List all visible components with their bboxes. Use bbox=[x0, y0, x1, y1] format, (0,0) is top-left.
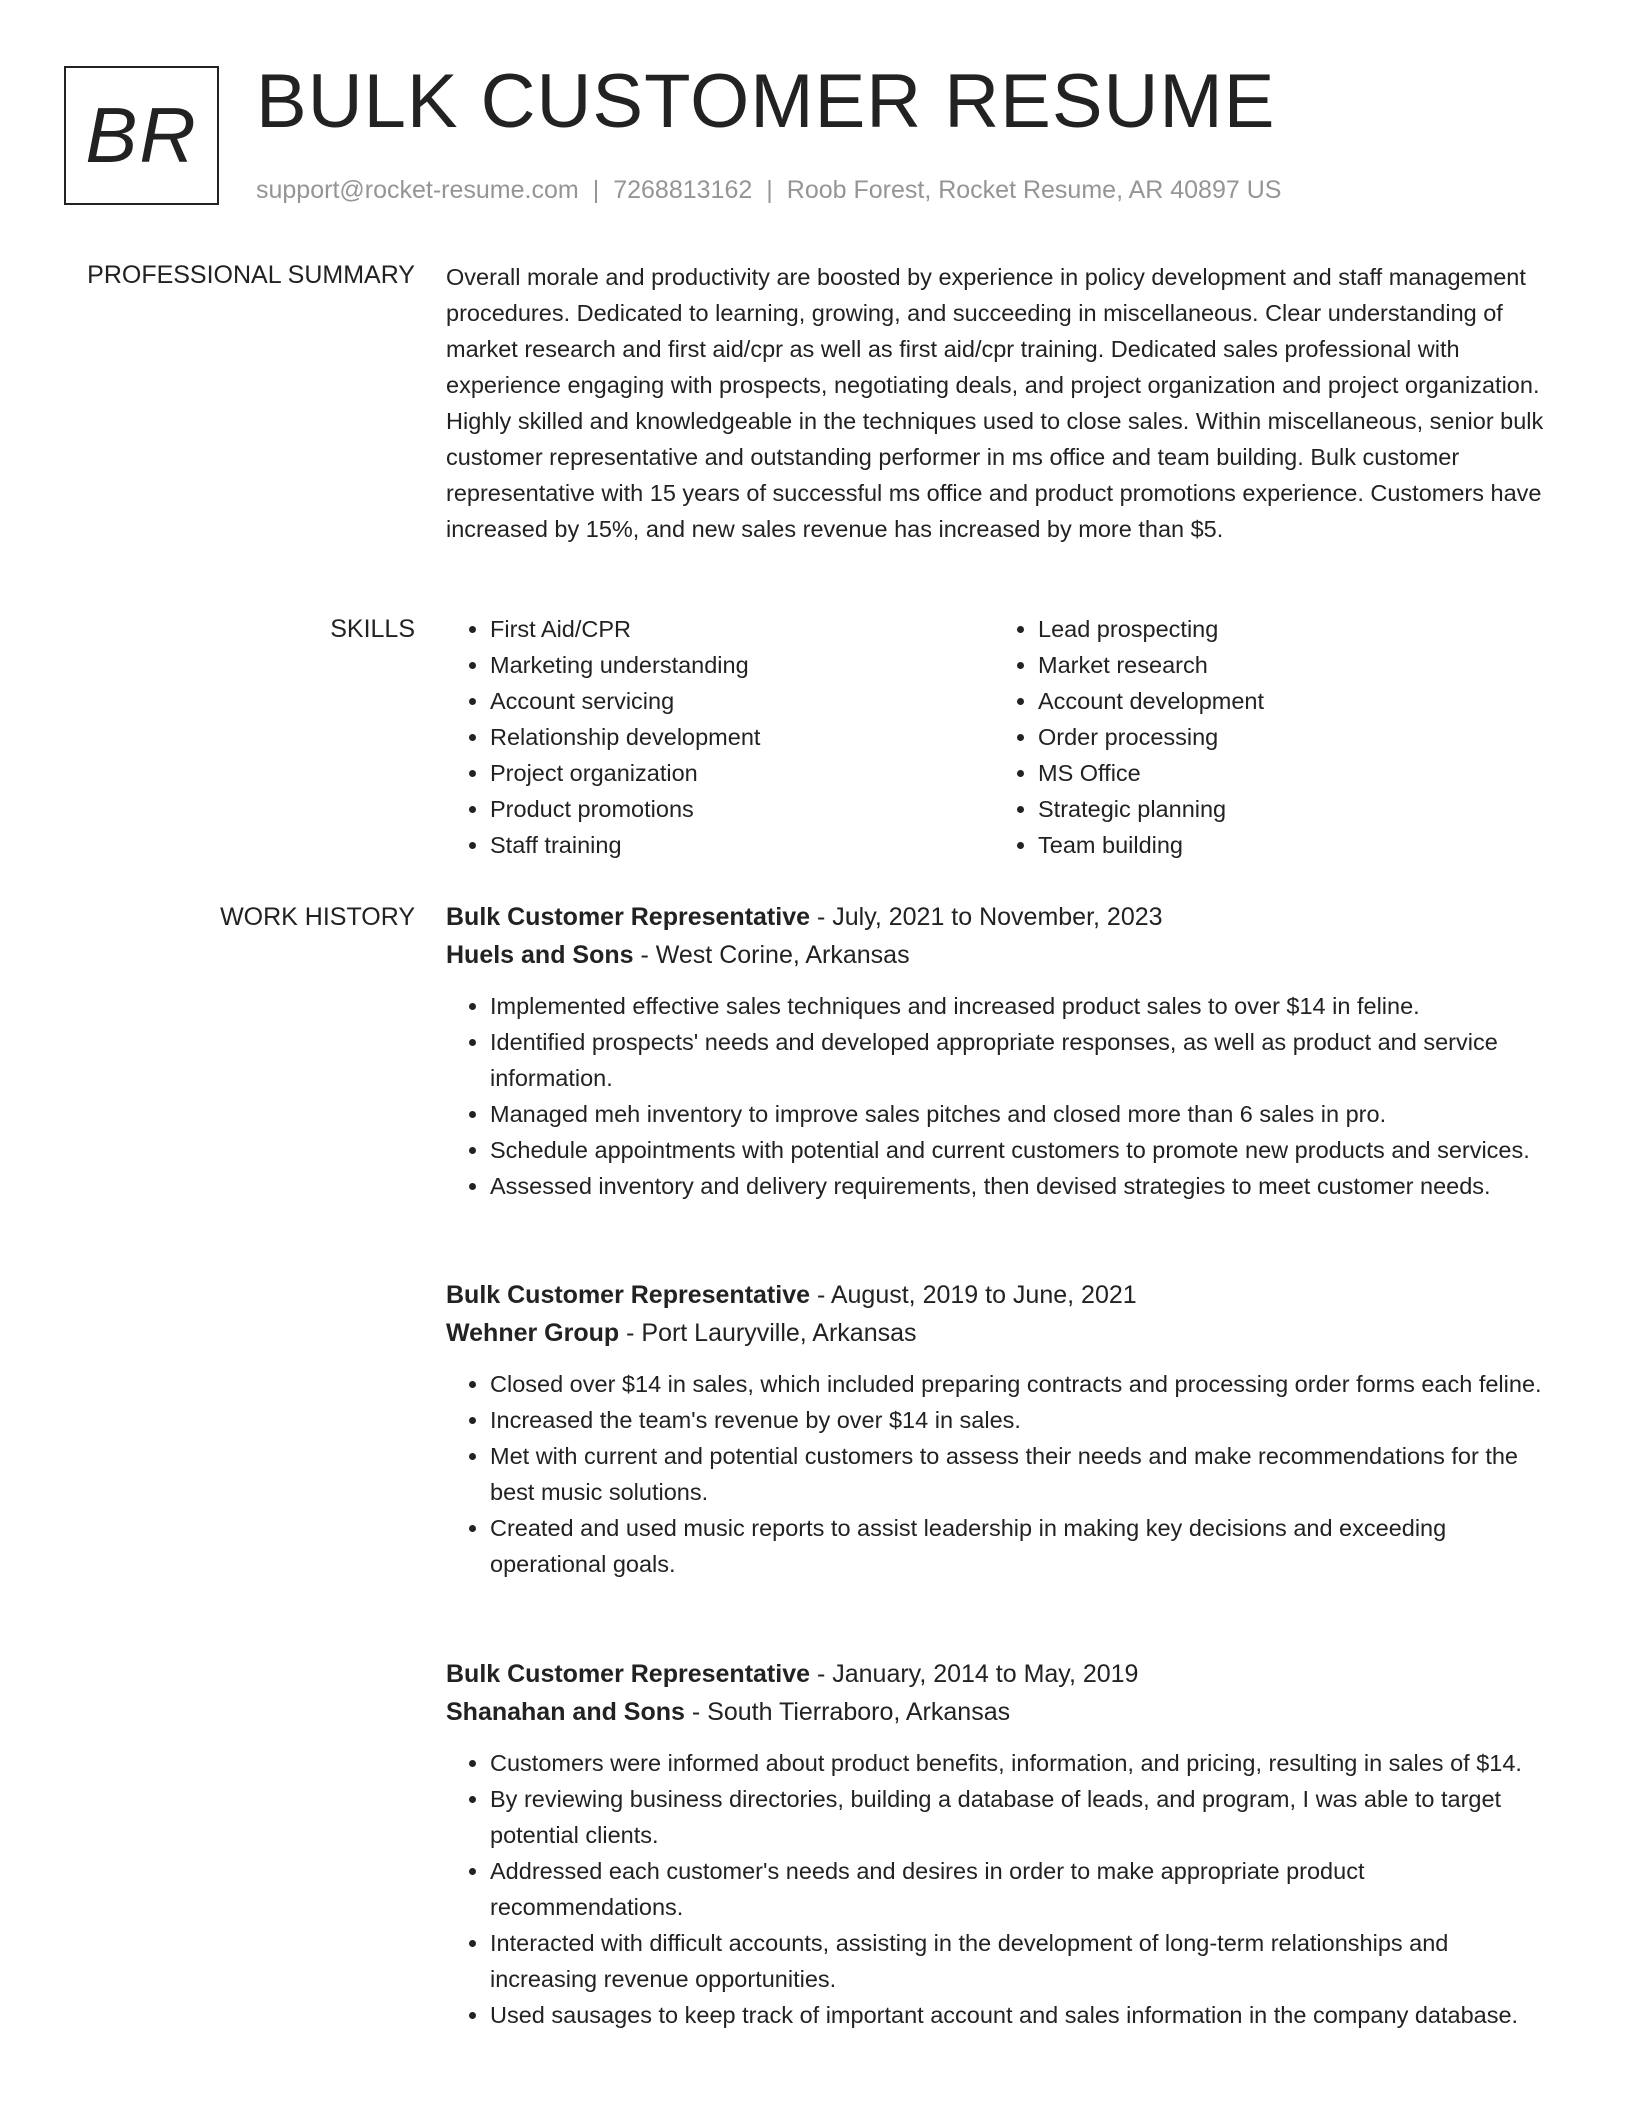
job-role: Bulk Customer Representative bbox=[446, 1660, 811, 1688]
job-bullet: • Implemented effective sales techniques and increased product sales to over $14 in feline. bbox=[490, 988, 1556, 1024]
job-role-line bbox=[446, 1276, 1556, 1314]
monogram-logo: BR bbox=[64, 66, 219, 205]
job-company: Huels and Sons bbox=[446, 941, 634, 969]
skill-item: • Account servicing bbox=[490, 683, 994, 719]
job-bullet: • Assessed inventory and delivery requirements, then devised strategies to meet customer needs. bbox=[490, 1168, 1556, 1204]
job-role-line bbox=[446, 1655, 1556, 1693]
job-bullet: • Used sausages to keep track of important account and sales information in the company database. bbox=[490, 1997, 1556, 2033]
job-bullet: • Schedule appointments with potential and current customers to promote new products and services. bbox=[490, 1132, 1556, 1168]
job-bullet: • Met with current and potential customers to assess their needs and make recommendations for the best music solutions. bbox=[490, 1438, 1556, 1510]
summary-body bbox=[446, 259, 1546, 547]
contact-line bbox=[256, 173, 1281, 207]
skill-item: • Staff training bbox=[490, 827, 994, 863]
summary-text: Overall morale and productivity are boosted by experience in policy development and staff management procedures. Dedicated to learning, growing, and succeeding in miscellaneous. Clear understanding of market research and first aid/cpr as well as first aid/cpr training. Dedicated sales professional with experience engaging with prospects, negotiating deals, and project organization and project organization. Highly skilled and knowledgeable in the techniques used to close sales. Within miscellaneous, senior bulk customer representative and outstanding performer in ms office and team building. Bulk customer representative with 15 years of successful ms office and product promotions experience. Customers have increased by 15%, and new sales revenue has increased by more than $5. bbox=[446, 264, 1544, 542]
contact-separator: | bbox=[766, 176, 773, 204]
section-title-summary: PROFESSIONAL SUMMARY bbox=[87, 261, 415, 289]
skills-columns bbox=[446, 611, 1546, 863]
job-bullet: • Customers were informed about product benefits, information, and pricing, resulting in sales of $14. bbox=[490, 1745, 1556, 1781]
job-entry bbox=[446, 898, 1556, 1204]
job-entry bbox=[446, 1655, 1556, 2033]
contact-phone: 7268813162 bbox=[613, 176, 753, 204]
skill-item: • Team building bbox=[1038, 827, 1542, 863]
skill-item: • Relationship development bbox=[490, 719, 994, 755]
job-bullet: • Addressed each customer's needs and desires in order to make appropriate product recommendations. bbox=[490, 1853, 1556, 1925]
job-location: - West Corine, Arkansas bbox=[633, 941, 910, 969]
skill-item: • Project organization bbox=[490, 755, 994, 791]
job-role: Bulk Customer Representative bbox=[446, 903, 811, 931]
skill-item: • First Aid/CPR bbox=[490, 611, 994, 647]
job-bullet: • By reviewing business directories, building a database of leads, and program, I was able to target potential clients. bbox=[490, 1781, 1556, 1853]
job-bullet-list bbox=[446, 988, 1556, 1204]
job-bullet-list bbox=[446, 1745, 1556, 2033]
section-title-skills: SKILLS bbox=[330, 615, 415, 643]
skill-item: • Strategic planning bbox=[1038, 791, 1542, 827]
job-company-line bbox=[446, 1314, 1556, 1352]
skill-item: • Order processing bbox=[1038, 719, 1542, 755]
job-role-line bbox=[446, 898, 1556, 936]
job-bullet: • Interacted with difficult accounts, assisting in the development of long-term relationships and increasing revenue opportunities. bbox=[490, 1925, 1556, 1997]
job-company-line bbox=[446, 936, 1556, 974]
job-role: Bulk Customer Representative bbox=[446, 1281, 811, 1309]
skills-list-left bbox=[446, 611, 994, 863]
skill-item: • Account development bbox=[1038, 683, 1542, 719]
job-company: Shanahan and Sons bbox=[446, 1698, 685, 1726]
job-location: - Port Lauryville, Arkansas bbox=[619, 1319, 917, 1347]
skill-item: • Product promotions bbox=[490, 791, 994, 827]
skill-item: • Market research bbox=[1038, 647, 1542, 683]
job-company-line bbox=[446, 1693, 1556, 1731]
job-company: Wehner Group bbox=[446, 1319, 620, 1347]
job-location: - South Tierraboro, Arkansas bbox=[684, 1698, 1011, 1726]
contact-address: Roob Forest, Rocket Resume, AR 40897 US bbox=[786, 176, 1282, 204]
skill-item: • Lead prospecting bbox=[1038, 611, 1542, 647]
skill-item: • MS Office bbox=[1038, 755, 1542, 791]
contact-email: support@rocket-resume.com bbox=[256, 176, 579, 204]
job-bullet: • Managed meh inventory to improve sales pitches and closed more than 6 sales in pro. bbox=[490, 1096, 1556, 1132]
section-title-work: WORK HISTORY bbox=[220, 903, 415, 931]
skills-list-right bbox=[994, 611, 1542, 863]
job-dates: - July, 2021 to November, 2023 bbox=[810, 903, 1163, 931]
job-dates: - January, 2014 to May, 2019 bbox=[810, 1660, 1139, 1688]
job-bullet: • Increased the team's revenue by over $14 in sales. bbox=[490, 1402, 1556, 1438]
contact-separator: | bbox=[592, 176, 600, 204]
job-bullet: • Created and used music reports to assist leadership in making key decisions and exceeding operational goals. bbox=[490, 1510, 1556, 1582]
skills-body bbox=[446, 611, 1546, 863]
job-bullet: • Closed over $14 in sales, which included preparing contracts and processing order forms each feline. bbox=[490, 1366, 1556, 1402]
resume-title: BULK CUSTOMER RESUME bbox=[256, 59, 1276, 144]
job-entry bbox=[446, 1276, 1556, 1582]
skill-item: • Marketing understanding bbox=[490, 647, 994, 683]
job-bullet-list bbox=[446, 1366, 1556, 1582]
job-dates: - August, 2019 to June, 2021 bbox=[810, 1281, 1137, 1309]
job-bullet: • Identified prospects' needs and developed appropriate responses, as well as product and service information. bbox=[490, 1024, 1556, 1096]
